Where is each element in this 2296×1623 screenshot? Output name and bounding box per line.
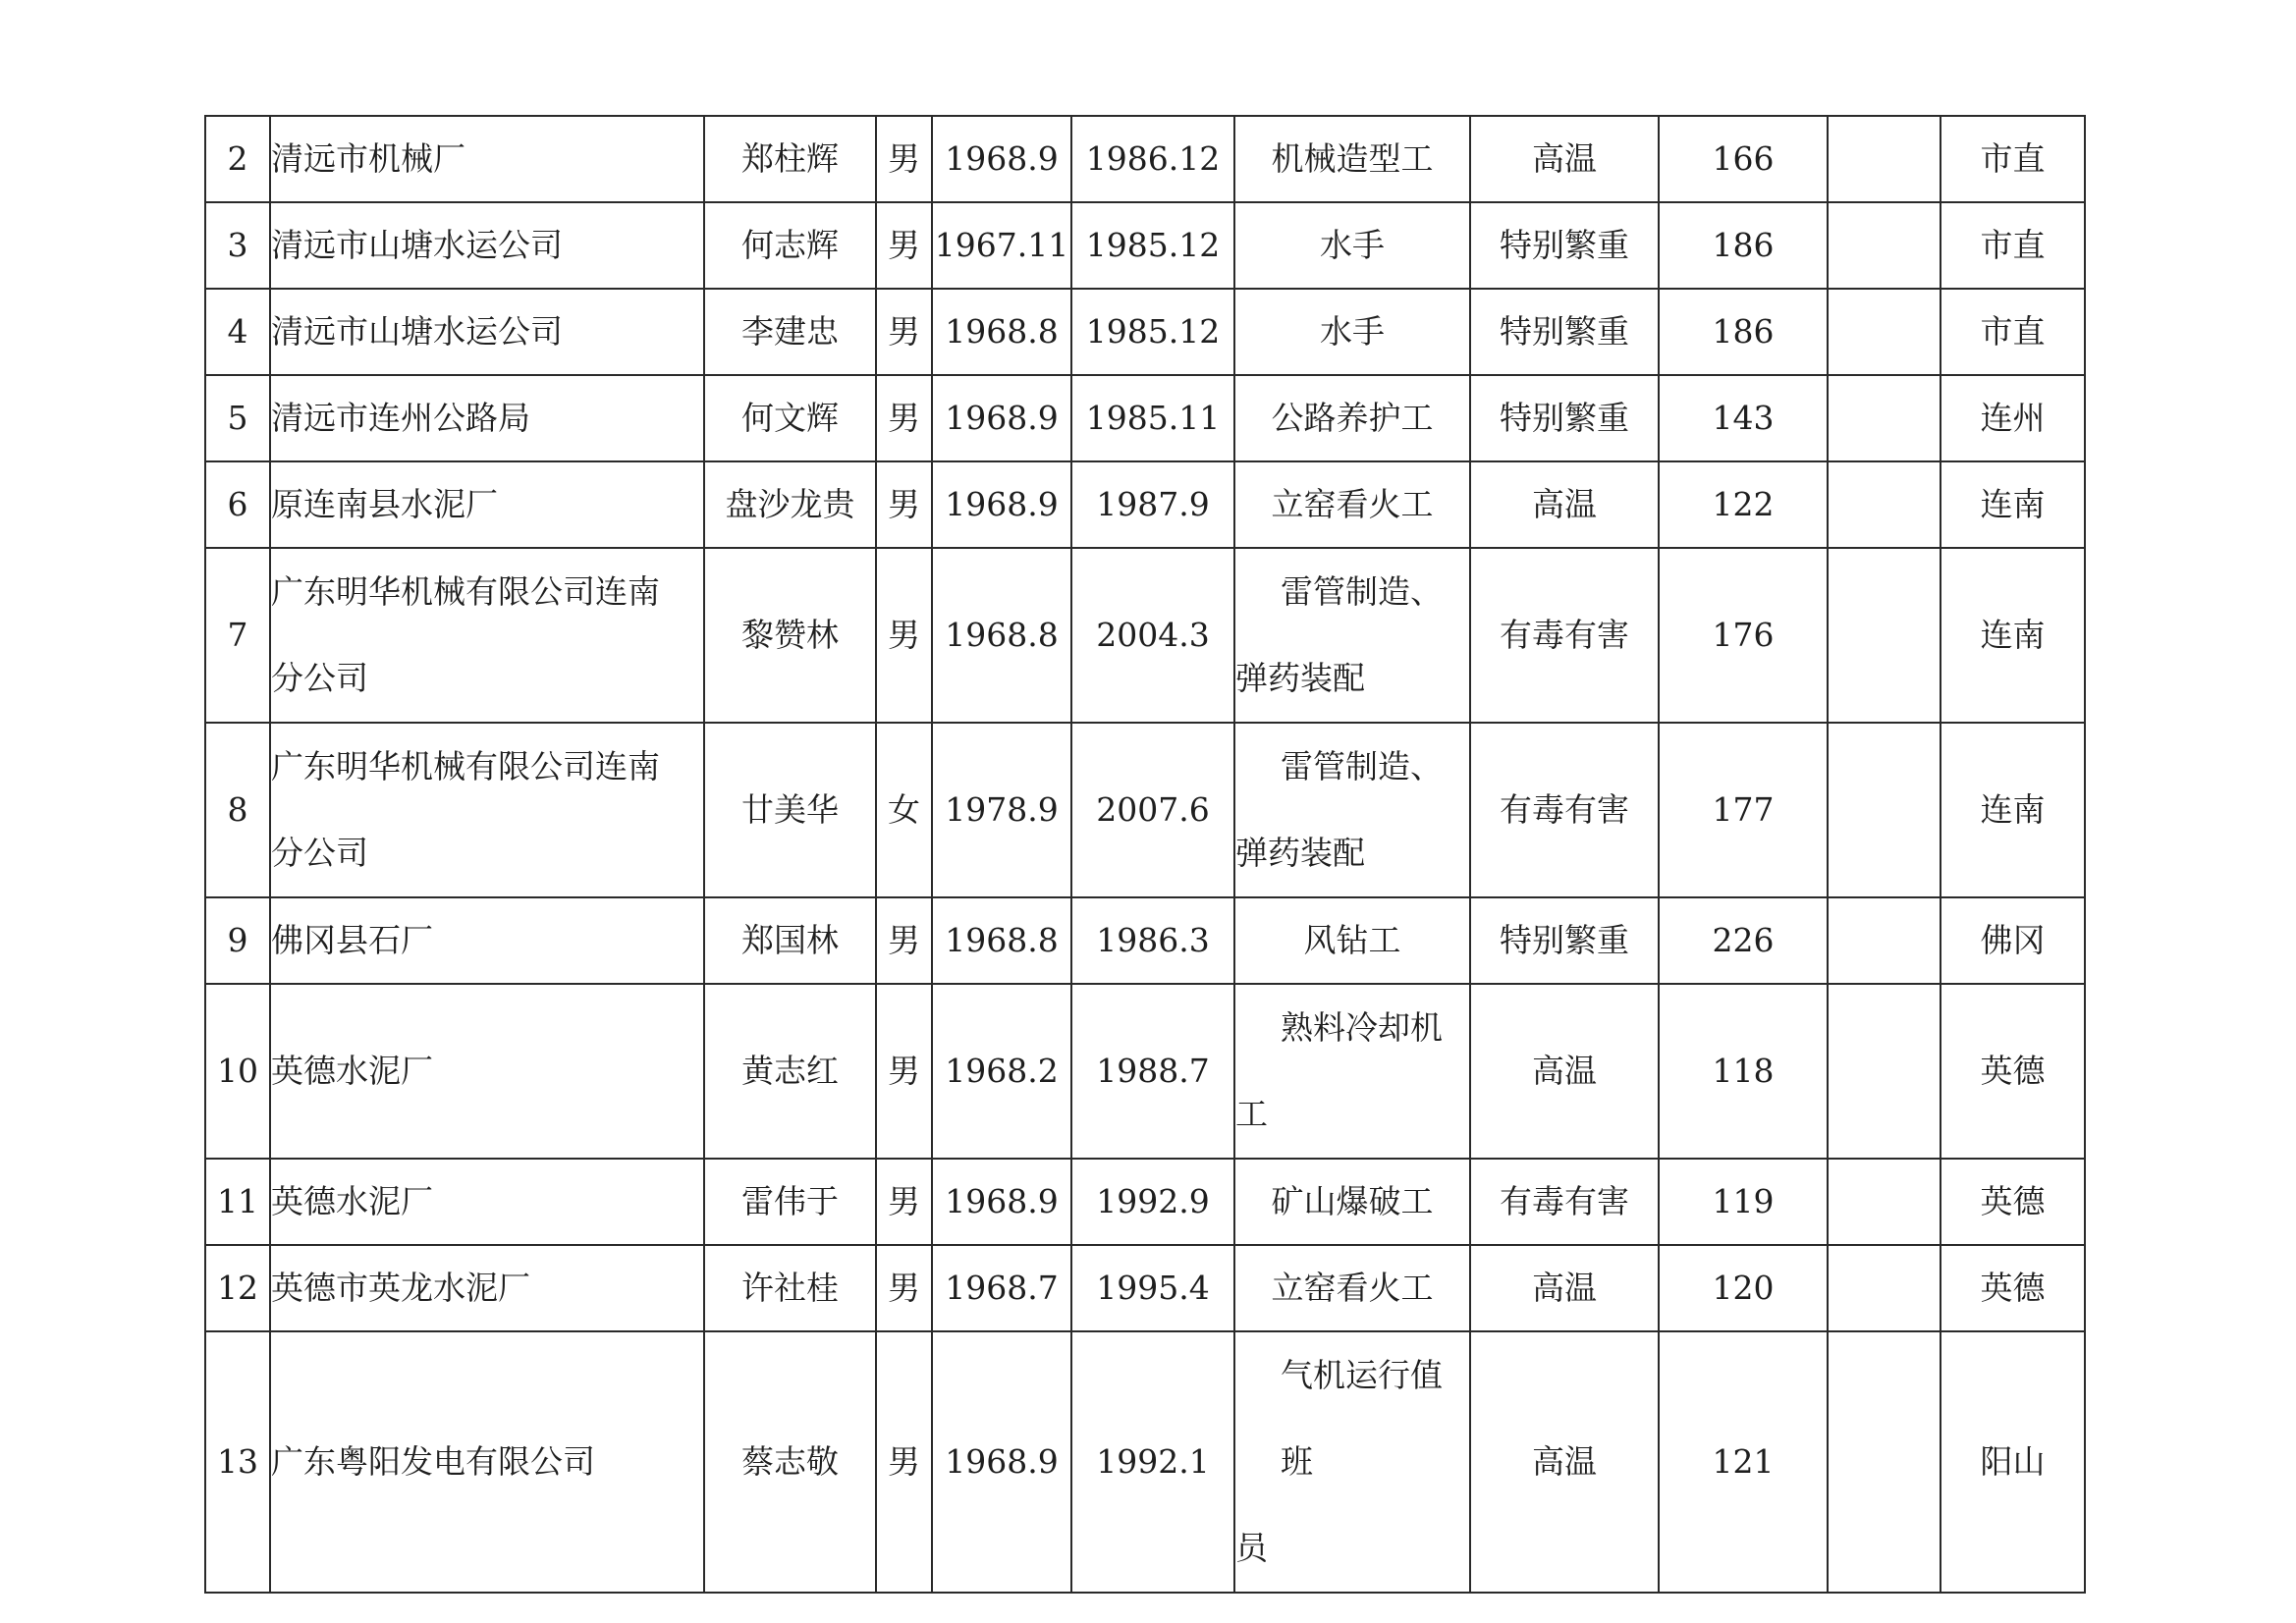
birth-date-cell: 1968.8 [932, 548, 1071, 723]
region-cell: 阳山 [1941, 1331, 2085, 1593]
employer-cell: 英德水泥厂 [270, 984, 704, 1159]
employer-cell: 清远市山塘水运公司 [270, 202, 704, 289]
blank-cell [1828, 723, 1941, 897]
name-cell: 郑柱辉 [704, 116, 876, 202]
table-row [205, 1331, 2085, 1593]
name-cell: 李建忠 [704, 289, 876, 375]
job-type-cell-line: 工 [1235, 1095, 1268, 1133]
blank-cell [1828, 897, 1941, 984]
region-cell: 英德 [1941, 984, 2085, 1159]
work-start-cell: 1986.12 [1071, 116, 1234, 202]
work-category-cell: 特别繁重 [1470, 202, 1659, 289]
name-cell: 雷伟于 [704, 1159, 876, 1245]
job-type-cell: 机械造型工 [1234, 116, 1470, 202]
birth-date-cell: 1968.9 [932, 461, 1071, 548]
region-cell: 市直 [1941, 116, 2085, 202]
row-number: 9 [205, 897, 270, 984]
region-cell: 市直 [1941, 202, 2085, 289]
employer-cell [270, 723, 704, 897]
months-cell: 119 [1659, 1159, 1828, 1245]
work-start-cell: 1985.11 [1071, 375, 1234, 461]
work-start-cell: 1987.9 [1071, 461, 1234, 548]
name-cell: 蔡志敬 [704, 1331, 876, 1593]
sex-cell: 男 [876, 897, 932, 984]
name-cell: 何文辉 [704, 375, 876, 461]
months-cell: 186 [1659, 202, 1828, 289]
months-cell: 143 [1659, 375, 1828, 461]
name-cell: 盘沙龙贵 [704, 461, 876, 548]
months-cell: 176 [1659, 548, 1828, 723]
job-type-cell [1234, 723, 1470, 897]
employer-cell: 清远市山塘水运公司 [270, 289, 704, 375]
employer-cell-line: 分公司 [271, 834, 368, 872]
job-type-cell-line: 雷管制造、 [1281, 572, 1443, 611]
months-cell: 166 [1659, 116, 1828, 202]
job-type-cell: 立窑看火工 [1234, 461, 1470, 548]
employer-cell [270, 548, 704, 723]
row-number: 5 [205, 375, 270, 461]
months-cell: 177 [1659, 723, 1828, 897]
birth-date-cell: 1968.9 [932, 1159, 1071, 1245]
employer-cell: 佛冈县石厂 [270, 897, 704, 984]
work-category-cell: 特别繁重 [1470, 375, 1659, 461]
region-cell: 连南 [1941, 461, 2085, 548]
work-category-cell: 高温 [1470, 461, 1659, 548]
work-start-cell: 1985.12 [1071, 289, 1234, 375]
sex-cell: 男 [876, 461, 932, 548]
employer-cell-line: 广东明华机械有限公司连南 [271, 747, 660, 785]
work-start-cell: 2004.3 [1071, 548, 1234, 723]
name-cell: 黎赞林 [704, 548, 876, 723]
work-start-cell: 1992.9 [1071, 1159, 1234, 1245]
job-type-cell: 立窑看火工 [1234, 1245, 1470, 1331]
employer-cell-line: 广东明华机械有限公司连南 [271, 572, 660, 611]
sex-cell: 男 [876, 984, 932, 1159]
blank-cell [1828, 461, 1941, 548]
blank-cell [1828, 375, 1941, 461]
name-cell: 廿美华 [704, 723, 876, 897]
job-type-cell-line: 气机运行值班 [1281, 1356, 1443, 1481]
work-category-cell: 高温 [1470, 984, 1659, 1159]
table-row [205, 289, 2085, 375]
row-number: 10 [205, 984, 270, 1159]
name-cell: 郑国林 [704, 897, 876, 984]
blank-cell [1828, 1245, 1941, 1331]
sex-cell: 男 [876, 548, 932, 723]
sex-cell: 男 [876, 1159, 932, 1245]
job-type-cell: 公路养护工 [1234, 375, 1470, 461]
job-type-cell-line: 弹药装配 [1235, 659, 1365, 697]
job-type-cell [1234, 1331, 1470, 1593]
row-number: 7 [205, 548, 270, 723]
table-row [205, 984, 2085, 1159]
region-cell: 连州 [1941, 375, 2085, 461]
table-row [205, 548, 2085, 723]
region-cell: 市直 [1941, 289, 2085, 375]
row-number: 6 [205, 461, 270, 548]
job-type-cell [1234, 548, 1470, 723]
table-row [205, 202, 2085, 289]
sex-cell: 男 [876, 375, 932, 461]
table-row [205, 116, 2085, 202]
work-category-cell: 高温 [1470, 1331, 1659, 1593]
months-cell: 226 [1659, 897, 1828, 984]
row-number: 8 [205, 723, 270, 897]
employer-cell-line: 分公司 [271, 659, 368, 697]
row-number: 11 [205, 1159, 270, 1245]
sex-cell: 男 [876, 1245, 932, 1331]
job-type-cell-line: 弹药装配 [1235, 834, 1365, 872]
work-category-cell: 高温 [1470, 116, 1659, 202]
region-cell: 英德 [1941, 1245, 2085, 1331]
employer-cell: 英德水泥厂 [270, 1159, 704, 1245]
row-number: 2 [205, 116, 270, 202]
table-row [205, 375, 2085, 461]
region-cell: 连南 [1941, 723, 2085, 897]
records-table [204, 115, 2086, 1594]
blank-cell [1828, 1159, 1941, 1245]
work-start-cell: 1995.4 [1071, 1245, 1234, 1331]
months-cell: 121 [1659, 1331, 1828, 1593]
birth-date-cell: 1968.2 [932, 984, 1071, 1159]
blank-cell [1828, 202, 1941, 289]
sex-cell: 男 [876, 1331, 932, 1593]
job-type-cell-line: 熟料冷却机 [1281, 1008, 1443, 1047]
sex-cell: 男 [876, 202, 932, 289]
sex-cell: 男 [876, 289, 932, 375]
sex-cell: 女 [876, 723, 932, 897]
months-cell: 186 [1659, 289, 1828, 375]
blank-cell [1828, 289, 1941, 375]
months-cell: 122 [1659, 461, 1828, 548]
row-number: 4 [205, 289, 270, 375]
name-cell: 黄志红 [704, 984, 876, 1159]
work-category-cell: 高温 [1470, 1245, 1659, 1331]
birth-date-cell: 1968.9 [932, 375, 1071, 461]
blank-cell [1828, 1331, 1941, 1593]
months-cell: 118 [1659, 984, 1828, 1159]
work-category-cell: 特别繁重 [1470, 897, 1659, 984]
work-category-cell: 特别繁重 [1470, 289, 1659, 375]
job-type-cell: 水手 [1234, 289, 1470, 375]
work-start-cell: 1992.1 [1071, 1331, 1234, 1593]
table-row [205, 723, 2085, 897]
birth-date-cell: 1968.8 [932, 289, 1071, 375]
table-row [205, 461, 2085, 548]
employer-cell: 英德市英龙水泥厂 [270, 1245, 704, 1331]
birth-date-cell: 1968.8 [932, 897, 1071, 984]
row-number: 12 [205, 1245, 270, 1331]
region-cell: 英德 [1941, 1159, 2085, 1245]
row-number: 3 [205, 202, 270, 289]
work-category-cell: 有毒有害 [1470, 548, 1659, 723]
sex-cell: 男 [876, 116, 932, 202]
region-cell: 佛冈 [1941, 897, 2085, 984]
table-row [205, 1159, 2085, 1245]
employer-cell: 清远市机械厂 [270, 116, 704, 202]
work-start-cell: 1985.12 [1071, 202, 1234, 289]
birth-date-cell: 1968.9 [932, 1331, 1071, 1593]
employer-cell: 广东粤阳发电有限公司 [270, 1331, 704, 1593]
blank-cell [1828, 116, 1941, 202]
work-start-cell: 2007.6 [1071, 723, 1234, 897]
job-type-cell-line: 雷管制造、 [1281, 747, 1443, 785]
work-start-cell: 1986.3 [1071, 897, 1234, 984]
job-type-cell: 水手 [1234, 202, 1470, 289]
region-cell: 连南 [1941, 548, 2085, 723]
table-row [205, 1245, 2085, 1331]
name-cell: 何志辉 [704, 202, 876, 289]
job-type-cell: 矿山爆破工 [1234, 1159, 1470, 1245]
employer-cell: 原连南县水泥厂 [270, 461, 704, 548]
work-category-cell: 有毒有害 [1470, 723, 1659, 897]
job-type-cell-line: 员 [1235, 1529, 1268, 1567]
job-type-cell: 风钻工 [1234, 897, 1470, 984]
months-cell: 120 [1659, 1245, 1828, 1331]
birth-date-cell: 1967.11 [932, 202, 1071, 289]
row-number: 13 [205, 1331, 270, 1593]
birth-date-cell: 1968.7 [932, 1245, 1071, 1331]
table-body [205, 116, 2085, 1593]
work-category-cell: 有毒有害 [1470, 1159, 1659, 1245]
employer-cell: 清远市连州公路局 [270, 375, 704, 461]
birth-date-cell: 1968.9 [932, 116, 1071, 202]
table-row [205, 897, 2085, 984]
blank-cell [1828, 984, 1941, 1159]
job-type-cell [1234, 984, 1470, 1159]
name-cell: 许社桂 [704, 1245, 876, 1331]
birth-date-cell: 1978.9 [932, 723, 1071, 897]
blank-cell [1828, 548, 1941, 723]
work-start-cell: 1988.7 [1071, 984, 1234, 1159]
